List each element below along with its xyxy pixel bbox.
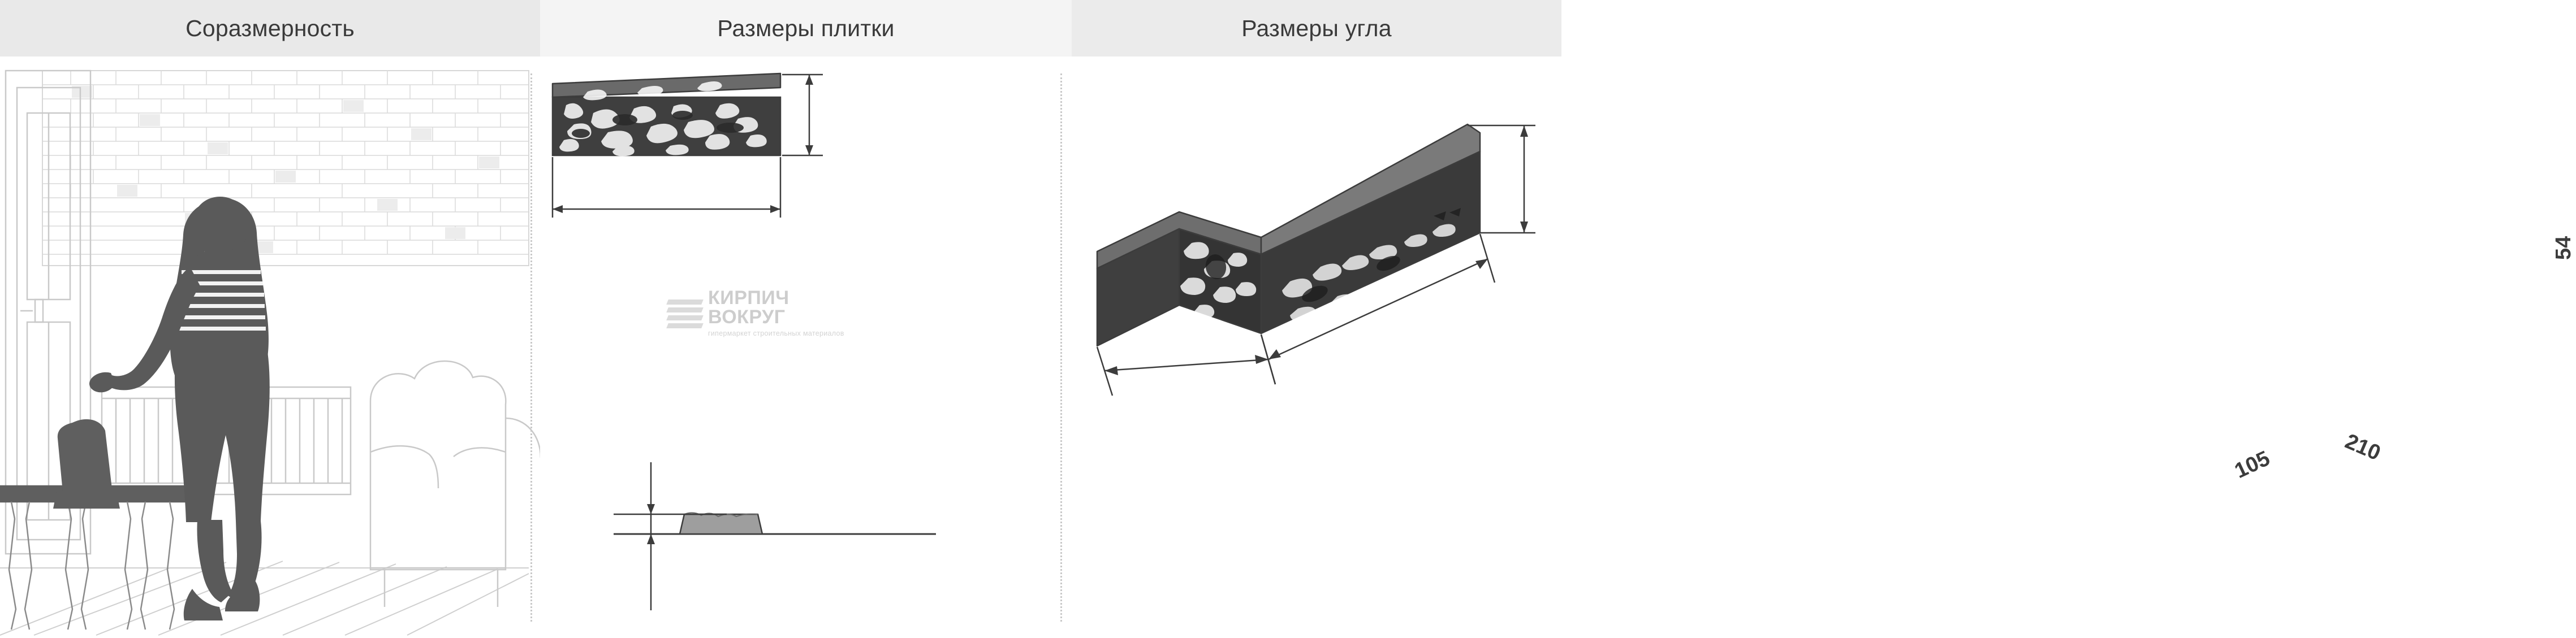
- sofa: [370, 361, 541, 607]
- dimension-label-corner-depth: 105: [2231, 446, 2274, 484]
- panel-tile: [540, 57, 1072, 635]
- header-title-proportion: Соразмерность: [185, 15, 355, 41]
- watermark-line-2: ВОКРУГ: [708, 306, 786, 328]
- dimension-thickness-13: [614, 462, 727, 610]
- corner-drawing: [1072, 57, 1561, 635]
- panel-separator-1: [530, 73, 532, 622]
- dimension-label-corner-length: 210: [2341, 429, 2384, 466]
- panel-corner: [1072, 57, 2575, 635]
- header-cell-proportion: [0, 0, 540, 57]
- dimension-corner-depth-105: [1097, 335, 1275, 396]
- dimension-length-210: [553, 157, 780, 218]
- floor-planks: [0, 561, 529, 635]
- brick-logo-icon: [667, 297, 702, 330]
- tile-face: [553, 73, 780, 156]
- brick-wall: [42, 71, 529, 266]
- proportion-illustration: [0, 57, 540, 635]
- watermark: [667, 285, 888, 342]
- corner-piece: [1097, 124, 1480, 346]
- header-title-tile: Размеры плитки: [717, 15, 895, 41]
- header-cell-corner: [1072, 0, 1561, 57]
- chair: [53, 419, 120, 509]
- panel-separator-2: [1060, 73, 1062, 622]
- tile-drawing: [540, 57, 1072, 635]
- header-title-corner: Размеры угла: [1241, 15, 1392, 41]
- watermark-line-3: гипермаркет строительных материалов: [708, 329, 844, 337]
- dimension-label-corner-height: 54: [2552, 236, 2575, 260]
- panel-proportion: [0, 57, 540, 635]
- dimension-height-54: [782, 75, 823, 155]
- header-cell-tile: [540, 0, 1072, 57]
- watermark-line-1: КИРПИЧ: [708, 287, 789, 309]
- tile-side-view: [614, 513, 936, 534]
- header-band: [0, 0, 1561, 57]
- watermark-text: [708, 288, 844, 339]
